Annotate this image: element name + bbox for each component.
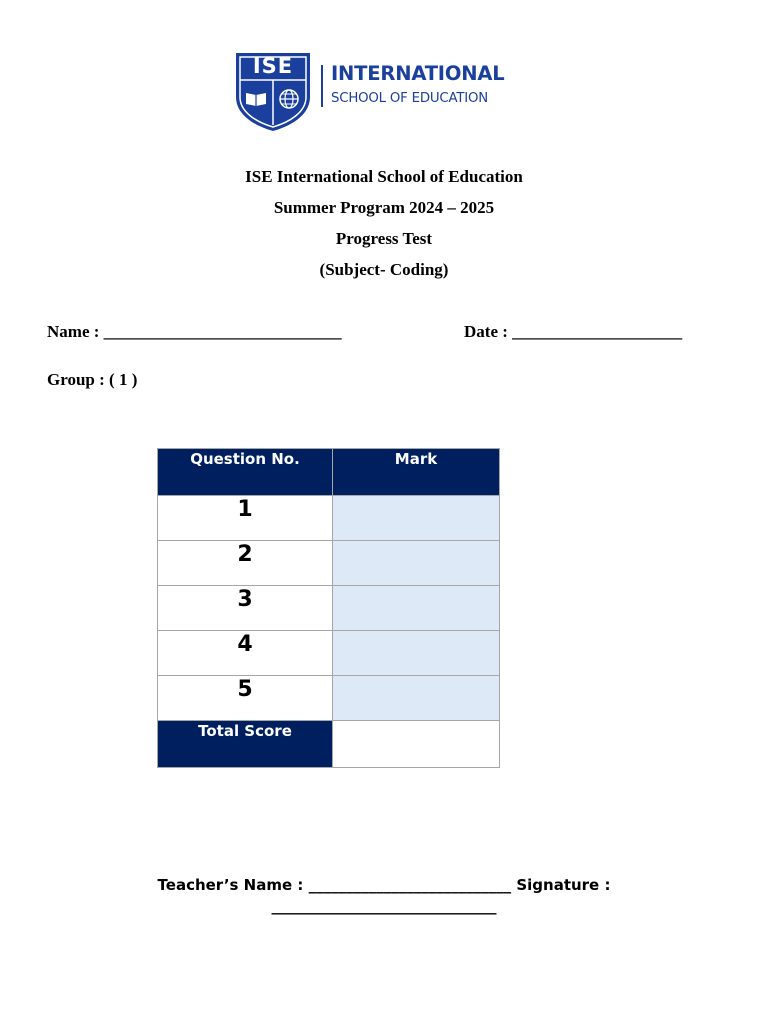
subject-title: (Subject- Coding) — [319, 260, 449, 279]
table-row — [158, 676, 500, 721]
test-title: Progress Test — [335, 229, 433, 248]
signature-blank-line[interactable]: ______________________________ — [271, 897, 497, 915]
table-row — [158, 496, 500, 541]
mark-column-header: Mark — [333, 449, 500, 496]
total-row — [158, 721, 500, 768]
mark-cell[interactable] — [333, 541, 500, 586]
table-row — [158, 541, 500, 586]
question-column-header: Question No. — [158, 449, 333, 496]
total-score-label: Total Score — [158, 721, 333, 768]
mark-cell[interactable] — [333, 496, 500, 541]
brand-name-main: INTERNATIONAL — [331, 62, 505, 85]
question-number: 1 — [158, 496, 333, 541]
total-score-value[interactable] — [333, 721, 500, 768]
logo-divider — [321, 65, 323, 107]
question-number: 5 — [158, 676, 333, 721]
school-name: ISE International School of Education — [245, 167, 523, 186]
name-field[interactable]: Name : ____________________________ — [47, 322, 342, 341]
brand-name-sub: SCHOOL OF EDUCATION — [331, 91, 489, 106]
table-row — [158, 631, 500, 676]
mark-cell[interactable] — [333, 586, 500, 631]
question-number: 3 — [158, 586, 333, 631]
program-title: Summer Program 2024 – 2025 — [273, 198, 495, 217]
mark-cell[interactable] — [333, 631, 500, 676]
table-header-row — [158, 449, 500, 496]
mark-cell[interactable] — [333, 676, 500, 721]
group-field: Group : ( 1 ) — [47, 370, 138, 389]
school-logo — [233, 51, 538, 133]
teacher-signature-line[interactable]: Teacher’s Name : ___________________________ Signature : — [157, 876, 611, 894]
table-row — [158, 586, 500, 631]
badge-text: ISE — [252, 54, 294, 78]
question-number: 4 — [158, 631, 333, 676]
date-field[interactable]: Date : ____________________ — [464, 322, 683, 341]
question-number: 2 — [158, 541, 333, 586]
marks-table — [157, 448, 500, 768]
